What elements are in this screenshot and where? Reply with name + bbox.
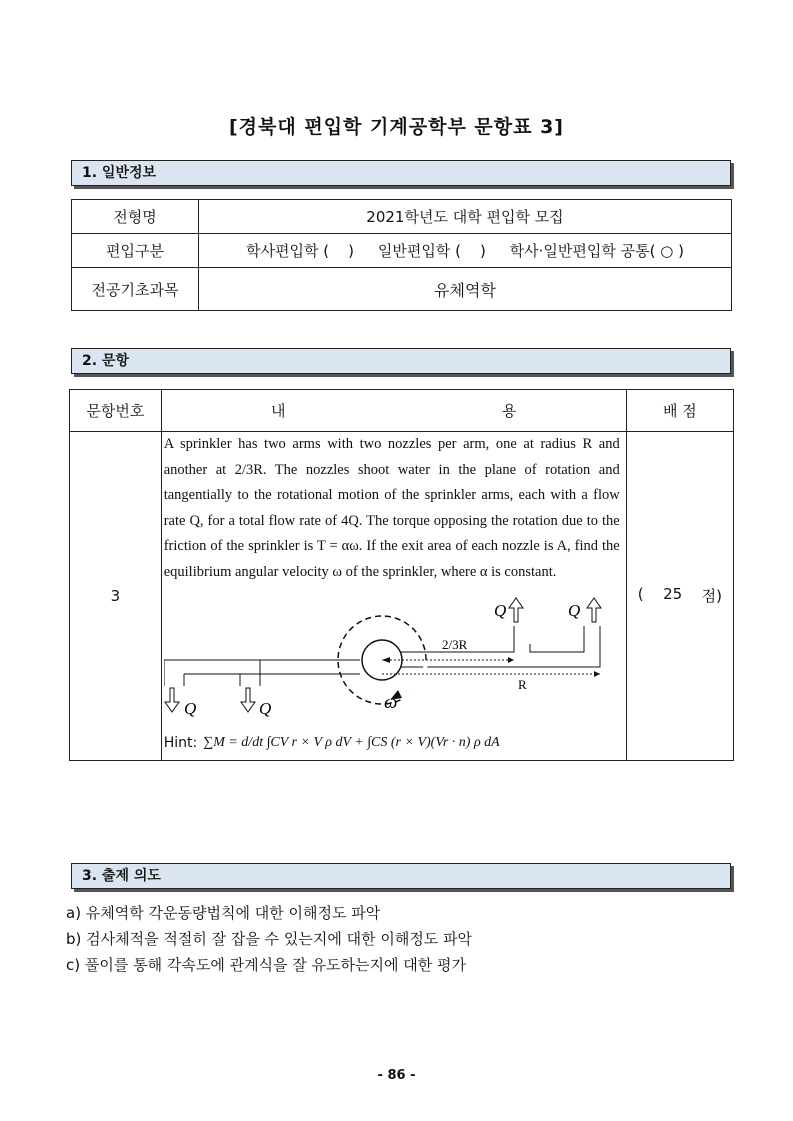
score-open: (: [637, 585, 644, 604]
table-row: [72, 268, 732, 311]
info-value: 학사편입학 ( ) 일반편입학 ( ) 학사·일반편입학 공통( ○ ): [199, 234, 732, 268]
table-row: [72, 200, 732, 234]
list-item: a) 유체역학 각운동량법칙에 대한 이해정도 파악: [66, 904, 381, 922]
page-title: [경북대 편입학 기계공학부 문항표 3]: [228, 116, 564, 138]
score-value: 25: [663, 585, 683, 604]
page-number: - 86 -: [377, 1068, 416, 1083]
section-intent: 3. 출제 의도: [71, 863, 731, 889]
question-score: [626, 432, 733, 761]
diagram-radius-outer: R: [517, 676, 527, 692]
problem-text: A sprinkler has two arms with two nozzles per arm, one at radius R and another at 2/3R. The nozzles shoot water in the plane of rotation and tangentially to the rotational motion of the sprinkler arms, each with a flow rate Q, for a total flow rate of 4Q. The torque opposing the rotation due to the friction of the sprinkler is T = αω. If the exit area of each nozzle is A, find the equilibrium angular velocity ω of the sprinkler, where α is constant.: [163, 436, 620, 580]
hint-formula: ∑M = d/dt ∫CV r × V ρ dV + ∫CS (r × V)(Vr · n) ρ dA: [203, 734, 500, 750]
sprinkler-diagram: [164, 592, 620, 722]
diagram-q-label: Q: [567, 600, 580, 620]
info-value: 2021학년도 대학 편입학 모집: [199, 200, 732, 234]
list-item: b) 검사체적을 적절히 잘 잡을 수 있는지에 대한 이해정도 파악: [66, 930, 473, 948]
down-arrow-icon: [165, 688, 179, 712]
info-label: 전형명: [72, 200, 199, 234]
general-info-table: [71, 199, 732, 311]
up-arrow-icon: [509, 598, 523, 622]
question-number: 3: [70, 432, 162, 761]
header-content-a: 내: [270, 402, 286, 420]
table-row: [72, 234, 732, 268]
table-header-row: [70, 390, 734, 432]
info-label: 편입구분: [72, 234, 199, 268]
header-number: 문항번호: [70, 390, 162, 432]
diagram-q-label: Q: [183, 698, 196, 718]
diagram-omega: ω: [383, 691, 398, 713]
diagram-q-label: Q: [258, 698, 271, 718]
header-content: [161, 390, 626, 432]
header-score: 배 점: [626, 390, 733, 432]
header-content-b: 용: [501, 402, 517, 420]
score-close: 점): [701, 587, 722, 606]
section-question: 2. 문항: [71, 348, 731, 374]
diagram-q-label: Q: [493, 600, 506, 620]
question-table: [69, 389, 734, 761]
down-arrow-icon: [241, 688, 255, 712]
intent-list: [66, 900, 472, 978]
info-label: 전공기초과목: [72, 268, 199, 311]
question-content: [161, 432, 626, 761]
up-arrow-icon: [587, 598, 601, 622]
info-value: 유체역학: [199, 268, 732, 311]
hint-row: [164, 726, 620, 760]
diagram-radius-inner: 2/3R: [441, 636, 468, 652]
table-row: [70, 432, 734, 761]
section-general-info: 1. 일반정보: [71, 160, 731, 186]
hint-label: Hint:: [163, 734, 198, 751]
list-item: c) 풀이를 통해 각속도에 관계식을 잘 유도하는지에 대한 평가: [66, 956, 467, 974]
